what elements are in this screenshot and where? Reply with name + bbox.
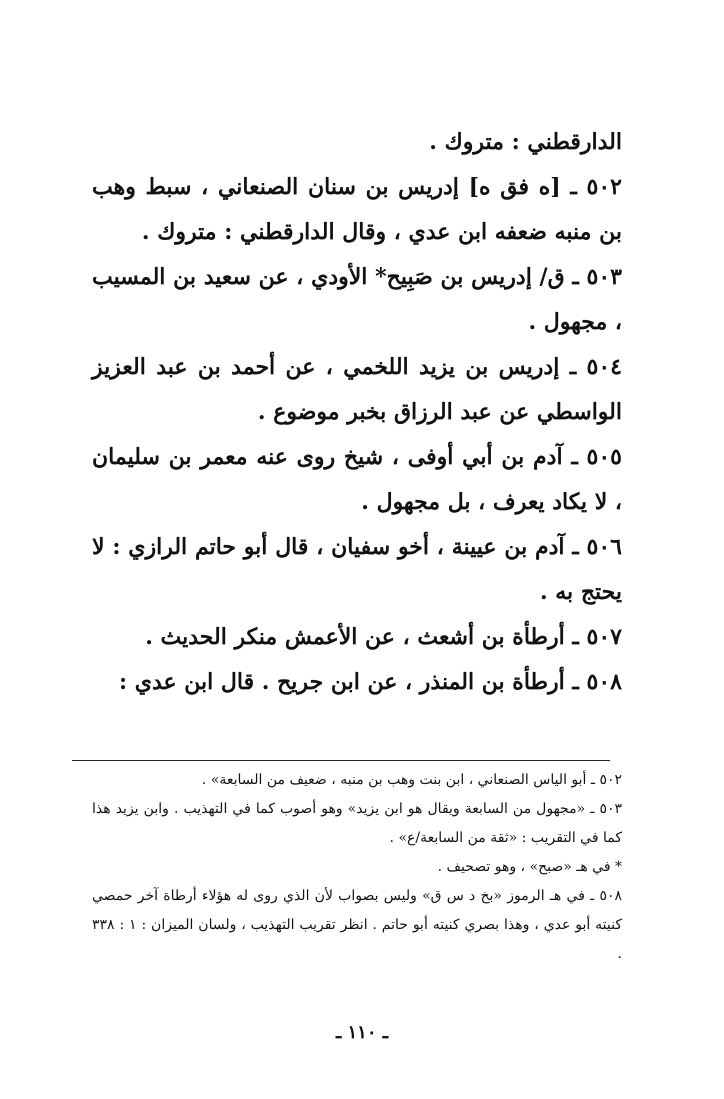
entry-508: ٥٠٨ ـ أرطأة بن المنذر ، عن ابن جريح . قال ابن عدي : <box>118 669 622 695</box>
footnote-508: ٥٠٨ ـ في هـ الرموز «بخ د س ق» وليس بصواب لأن الذي روى له هؤلاء أرطاة آخر حمصي كنيته أبو عدي ، وهذا بصري كنيته أبو حاتم . انظر تقريب التهذيب ، ولسان الميزان : ١ : ٣٣٨ . <box>92 888 622 962</box>
footnotes <box>92 766 622 969</box>
entry-502: ٥٠٢ ـ [ه فق ه] إدريس بن سنان الصنعاني ، سبط وهب بن منبه ضعفه ابن عدي ، وقال الدارقطني : متروك . <box>92 174 622 245</box>
text-continuation: الدارقطني : متروك . <box>429 129 622 155</box>
entry-505: ٥٠٥ ـ آدم بن أبي أوفى ، شيخ روى عنه معمر بن سليمان ، لا يكاد يعرف ، بل مجهول . <box>92 444 622 515</box>
entry-504: ٥٠٤ ـ إدريس بن يزيد اللخمي ، عن أحمد بن عبد العزيز الواسطي عن عبد الرزاق بخبر موضوع . <box>92 354 622 425</box>
footnote-502: ٥٠٢ ـ أبو الياس الصنعاني ، ابن بنت وهب بن منبه ، ضعيف من السابعة» . <box>201 772 622 788</box>
entry-506: ٥٠٦ ـ آدم بن عيينة ، أخو سفيان ، قال أبو حاتم الرازي : لا يحتج به . <box>92 534 622 605</box>
page-number: ـ ١١٠ ـ <box>335 1022 389 1043</box>
entry-503: ٥٠٣ ـ ق/ إدريس بن صَبِيح* الأودي ، عن سعيد بن المسيب ، مجهول . <box>92 264 622 335</box>
footnote-503: ٥٠٣ ـ «مجهول من السابعة ويقال هو ابن يزيد» وهو أصوب كما في التهذيب . وابن يزيد هذا كما في التقريب : «ثقة من السابعة/ع» . <box>92 801 622 846</box>
entry-507: ٥٠٧ ـ أرطأة بن أشعث ، عن الأعمش منكر الحديث . <box>145 624 622 650</box>
main-text <box>92 120 622 705</box>
footnote-asterisk: * في هـ «صبح» ، وهو تصحيف . <box>437 859 622 875</box>
footnote-divider <box>72 760 610 761</box>
